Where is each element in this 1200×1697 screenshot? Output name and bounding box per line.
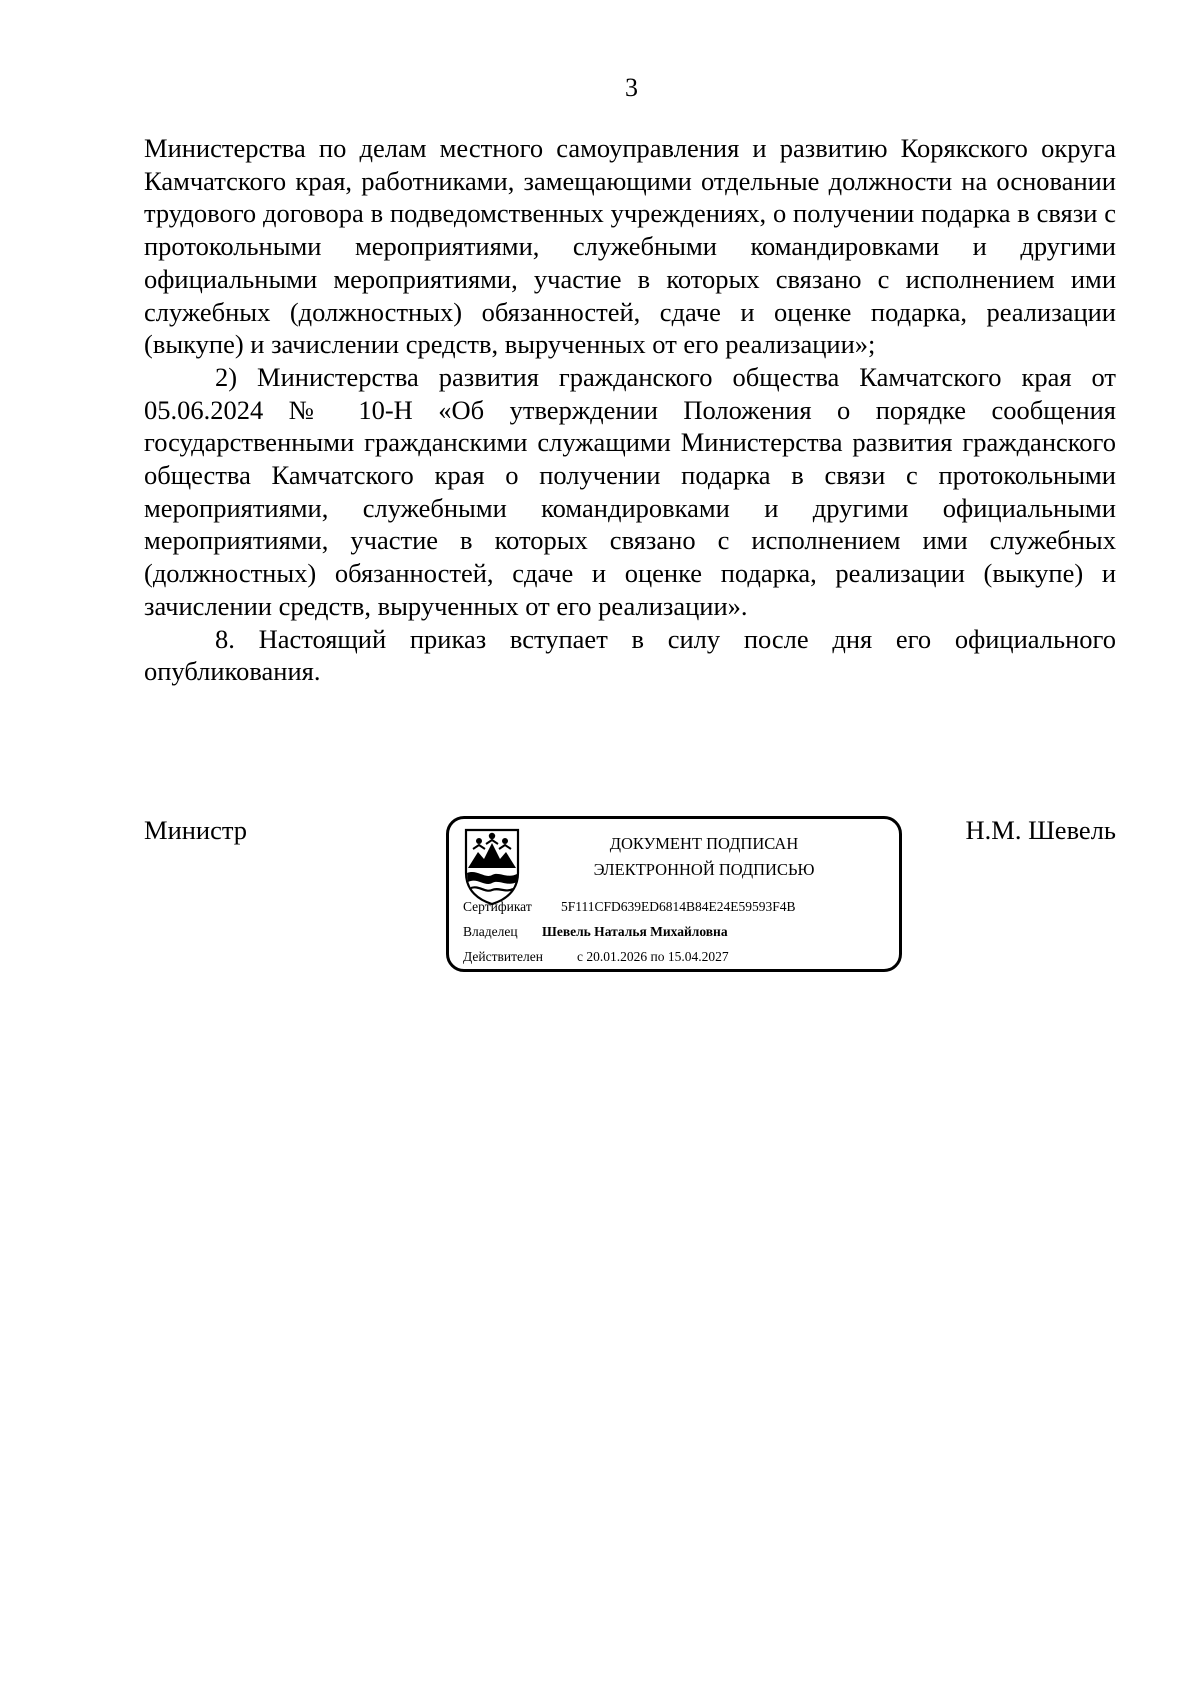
document-body [144, 132, 1116, 688]
kamchatka-coat-of-arms-icon [463, 827, 521, 905]
stamp-certificate-row [463, 898, 796, 916]
owner-label: Владелец [463, 924, 518, 939]
signatory-name: Н.М. Шевель [965, 815, 1116, 845]
certificate-label: Сертификат [463, 899, 532, 914]
paragraph-item-8: 8. Настоящий приказ вступает в силу после дня его официального опубликования. [144, 623, 1116, 687]
electronic-signature-stamp [446, 816, 902, 972]
stamp-heading-line-2: ЭЛЕКТРОННОЙ ПОДПИСЬЮ [593, 860, 815, 879]
certificate-value: 5F111CFD639ED6814B84E24E59593F4B [561, 899, 796, 914]
owner-value: Шевель Наталья Михайловна [542, 924, 728, 939]
signatory-position: Министр [144, 815, 248, 845]
validity-value: с 20.01.2026 по 15.04.2027 [577, 949, 729, 964]
stamp-owner-row [463, 923, 728, 941]
stamp-validity-row [463, 948, 729, 966]
paragraph-continuation: Министерства по делам местного самоуправления и развитию Корякского округа Камчатского края, работниками, замещающими отдельные должности на основании трудового договора в подведомственных учреждениях, о получении подарка в связи с протокольными мероприятиями, служебными командировками и другими официальными мероприятиями, участие в которых связано с исполнением ими служебных (должностных) обязанностей, сдаче и оценке подарка, реализации (выкупе) и зачислении средств, вырученных от его реализации»; [144, 133, 1116, 360]
stamp-heading [529, 831, 879, 883]
validity-label: Действителен [463, 949, 543, 964]
stamp-heading-line-1: ДОКУМЕНТ ПОДПИСАН [609, 834, 799, 853]
paragraph-item-2: 2) Министерства развития гражданского общества Камчатского края от 05.06.2024 № 10-Н «Об утверждении Положения о порядке сообщения государственными гражданскими служащими Министерства развития гражданского общества Камчатского края о получении подарка в связи с протокольными мероприятиями, служебными командировками и другими официальными мероприятиями, участие в которых связано с исполнением ими служебных (должностных) обязанностей, сдаче и оценке подарка, реализации (выкупе) и зачислении средств, вырученных от его реализации». [144, 361, 1116, 621]
page-number: 3 [625, 73, 638, 102]
